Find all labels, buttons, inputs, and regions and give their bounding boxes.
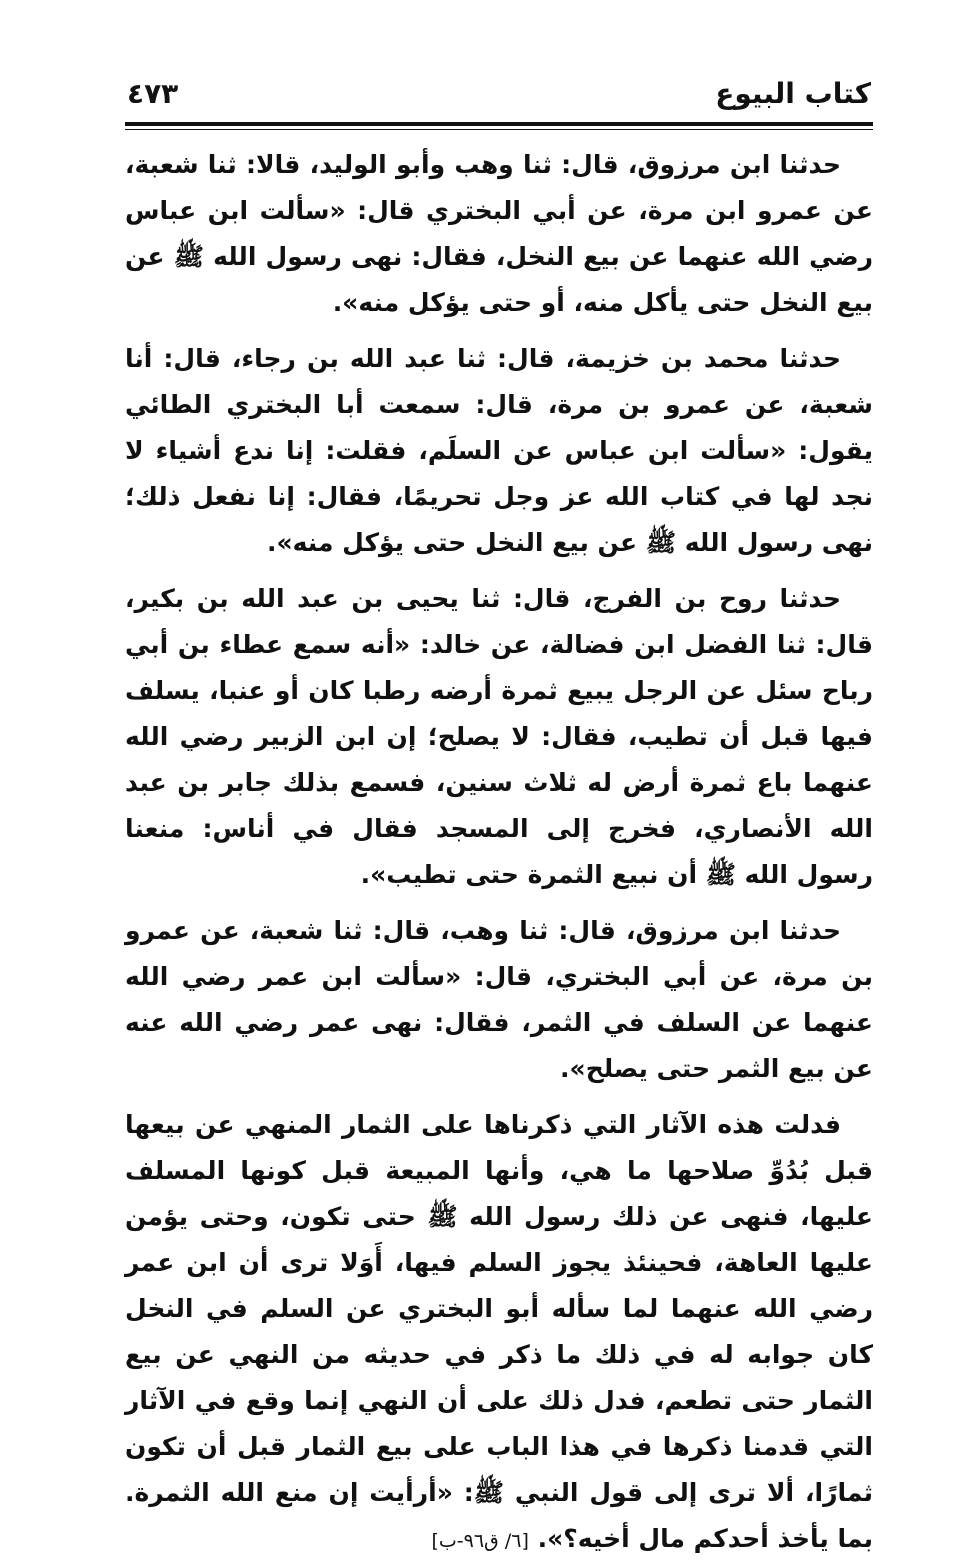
header-rule-thin <box>125 129 873 130</box>
paragraph-4: حدثنا ابن مرزوق، قال: ثنا وهب، قال: ثنا شعبة، عن عمرو بن مرة، عن أبي البختري، قال: «سألت ابن عمر رضي الله عنهما عن السلف في الثمر، فقال: نهى عمر رضي الله عنه عن بيع الثمر حتى يصلح». <box>125 916 873 1083</box>
chapter-title: كتاب البيوع <box>715 77 871 110</box>
paragraph-5-text: فدلت هذه الآثار التي ذكرناها على الثمار المنهي عن بيعها قبل بُدُوِّ صلاحها ما هي، وأنها المبيعة قبل كونها المسلف عليها، فنهى عن ذلك رسول الله ﷺ حتى تكون، وحتى يؤمن عليها العاهة، فحينئذ يجوز السلم فيها، أَوَلا ترى أن ابن عمر رضي الله عنهما لما سأله أبو البختري عن السلم في النخل كان جوابه له في ذلك ما ذكر في حديثه من النهي عن بيع الثمار حتى تطعم، فدل ذلك على أن النهي إنما وقع في الآثار التي قدمنا ذكرها في هذا الباب على بيع الثمار قبل أن تكون ثمارًا، ألا ترى إلى قول النبي ﷺ: «أرأيت إن منع الله الثمرة. بما يأخذ أحدكم مال أخيه؟». <box>125 1110 873 1553</box>
book-page <box>125 72 873 1553</box>
page-number: ٤٧٣ <box>127 77 179 110</box>
page-header <box>125 72 873 120</box>
paragraph-5 <box>125 1102 873 1564</box>
paragraph-3: حدثنا روح بن الفرج، قال: ثنا يحيى بن عبد الله بن بكير، قال: ثنا الفضل ابن فضالة، عن خالد: «أنه سمع عطاء بن أبي رباح سئل عن الرجل يبيع ثمرة أرضه رطبا كان أو عنبا، يسلف فيها قبل أن تطيب، فقال: لا يصلح؛ إن ابن الزبير رضي الله عنهما باع ثمرة أرض له ثلاث سنين، فسمع بذلك جابر بن عبد الله الأنصاري، فخرج إلى المسجد فقال في أناس: منعنا رسول الله ﷺ أن نبيع الثمرة حتى تطيب». <box>125 584 873 889</box>
paragraph-2: حدثنا محمد بن خزيمة، قال: ثنا عبد الله بن رجاء، قال: أنا شعبة، عن عمرو بن مرة، قال: سمعت أبا البختري الطائي يقول: «سألت ابن عباس عن السلَم، فقلت: إنا ندع أشياء لا نجد لها في كتاب الله عز وجل تحريمًا، فقال: إنا نفعل ذلك؛ نهى رسول الله ﷺ عن بيع النخل حتى يؤكل منه». <box>125 344 873 557</box>
header-rule-thick <box>125 122 873 126</box>
body-text <box>125 142 873 1564</box>
manuscript-reference: [٦/ ق٩٦-ب] <box>431 1530 529 1552</box>
paragraph-1: حدثنا ابن مرزوق، قال: ثنا وهب وأبو الوليد، قالا: ثنا شعبة، عن عمرو ابن مرة، عن أبي البختري قال: «سألت ابن عباس رضي الله عنهما عن بيع النخل، فقال: نهى رسول الله ﷺ عن بيع النخل حتى يأكل منه، أو حتى يؤكل منه». <box>125 150 873 317</box>
